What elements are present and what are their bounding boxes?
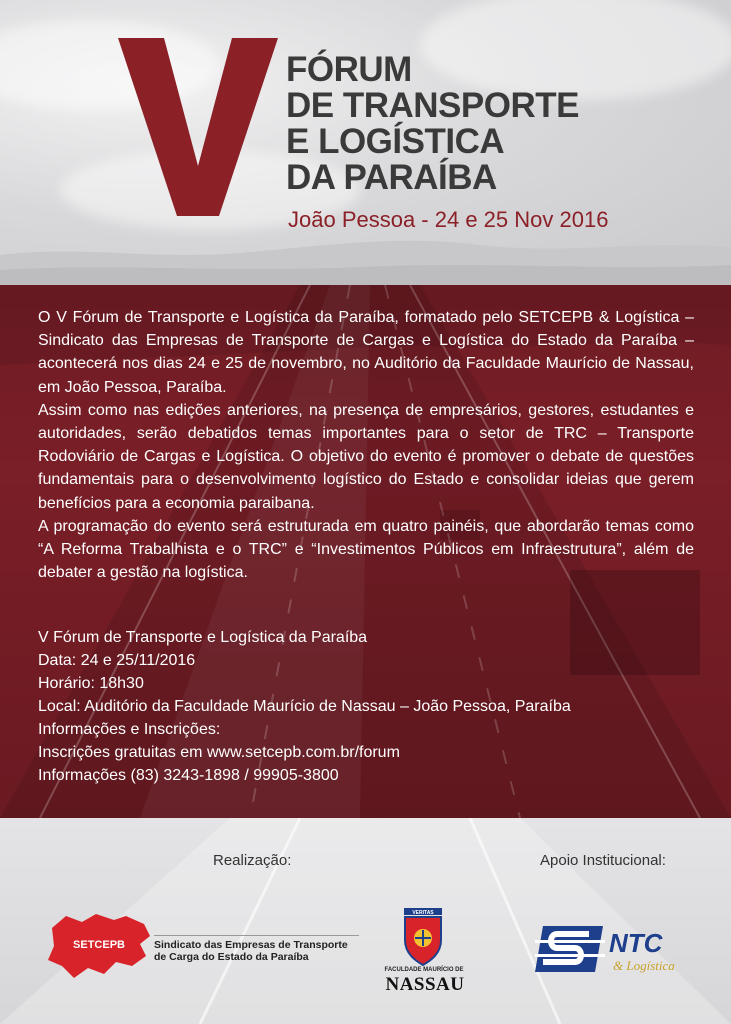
details-registration: Inscrições gratuitas em www.setcepb.com.br/forum [38, 744, 400, 761]
paragraph-program: A programação do evento será estruturada em quatro painéis, que abordarão temas como “A Reforma Trabalhista e o TRC” e “Investimentos Públicos em Infraestrutura”, além de debater a gestão na logística. [38, 517, 694, 582]
ntc-subtext: & Logística [613, 958, 675, 973]
event-subtitle: João Pessoa - 24 e 25 Nov 2016 [288, 207, 609, 232]
details-info-heading: Informações e Inscrições: [38, 721, 221, 738]
divider-line [154, 935, 359, 936]
title-line-3: E LOGÍSTICA [286, 122, 505, 161]
ntc-logistica-logo [535, 918, 695, 980]
setcepb-name [154, 939, 348, 963]
cloud [420, 0, 731, 100]
setcepb-logo-text: SETCEPB [73, 939, 125, 951]
nassau-crest-icon [400, 908, 446, 966]
poster-footer [0, 818, 731, 1024]
title-line-2: DE TRANSPORTE [286, 86, 579, 125]
paragraph-intro: O V Fórum de Transporte e Logística da Paraíba, formatado pelo SETCEPB & Logística – Sindicato das Empresas de Transporte de Cargas e Logística do Estado da Paraíba – acontecerá nos dias 24 e 25 de novembro, no Auditório da Faculdade Maurício de Nassau, em João Pessoa, Paraíba. [38, 309, 694, 396]
realizacao-label: Realização: [213, 852, 292, 869]
poster-header [0, 0, 731, 285]
ntc-text: NTC [609, 928, 663, 958]
title-line-1: FÓRUM [286, 50, 412, 89]
title-line-4: DA PARAÍBA [286, 158, 497, 197]
edition-numeral-graphic [118, 38, 278, 216]
details-phone: Informações (83) 3243-1898 / 99905-3800 [38, 767, 339, 784]
details-time: Horário: 18h30 [38, 675, 144, 692]
apoio-label: Apoio Institucional: [540, 852, 666, 869]
details-location: Local: Auditório da Faculdade Maurício de Nassau – João Pessoa, Paraíba [38, 698, 571, 715]
details-date: Data: 24 e 25/11/2016 [38, 652, 196, 669]
details-event-name: V Fórum de Transporte e Logística da Paraíba [38, 629, 368, 646]
info-panel [0, 285, 731, 818]
nassau-faculty-label: FACULDADE MAURÍCIO DE [384, 967, 464, 973]
event-description [38, 306, 694, 584]
paragraph-themes: Assim como nas edições anteriores, na presença de empresários, gestores, estudantes e autoridades, serão debatidos temas importantes para o setor de TRC – Transporte Rodoviário de Cargas e Logística. O objetivo do evento é promover o debate de questões fundamentais para o desenvolvimento logístico do Estado e consolidar ideias que gerem benefícios para a economia paraibana. [38, 401, 694, 512]
setcepb-name-line-2: de Carga do Estado da Paraíba [154, 951, 309, 963]
setcepb-name-line-1: Sindicato das Empresas de Transporte [154, 939, 348, 951]
nassau-crest-text: VERITAS [412, 910, 434, 916]
nassau-name: NASSAU [385, 974, 465, 995]
setcepb-map-logo [44, 908, 154, 980]
event-details [38, 626, 571, 787]
